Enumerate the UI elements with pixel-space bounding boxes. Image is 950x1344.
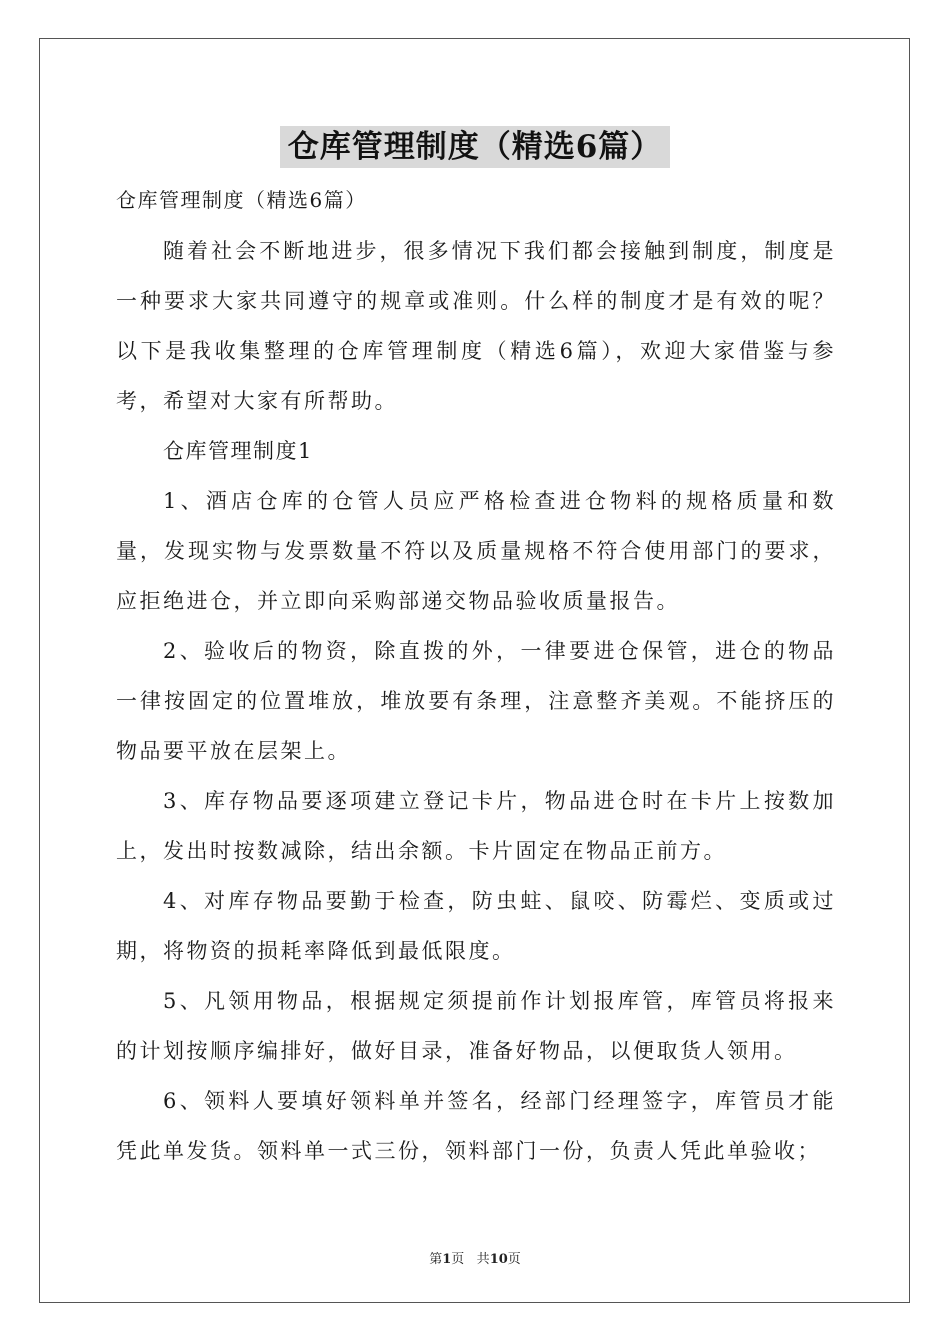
section-heading: 仓库管理制度1 — [163, 439, 313, 463]
total-pages-number: 10 — [489, 1252, 508, 1267]
document-title: 仓库管理制度（精选6篇） — [280, 126, 671, 168]
footer-total-label: 页 — [507, 1252, 521, 1267]
document-body — [116, 180, 836, 1176]
list-item: 1、酒店仓库的仓管人员应严格检查进仓物料的规格质量和数量，发现实物与发票数量不符以及质量规格不符合使用部门的要求，应拒绝进仓，并立即向采购部递交物品验收质量报告。 — [116, 489, 836, 613]
page-footer — [0, 1248, 950, 1267]
list-item: 5、凡领用物品，根据规定须提前作计划报库管，库管员将报来的计划按顺序编排好，做好目录，准备好物品，以便取货人领用。 — [116, 989, 836, 1063]
intro-paragraph: 随着社会不断地进步，很多情况下我们都会接触到制度，制度是一种要求大家共同遵守的规章或准则。什么样的制度才是有效的呢？以下是我收集整理的仓库管理制度（精选6篇），欢迎大家借鉴与参考，希望对大家有所帮助。 — [116, 239, 836, 413]
footer-page-label: 页 — [451, 1252, 465, 1267]
list-item: 2、验收后的物资，除直拨的外，一律要进仓保管，进仓的物品一律按固定的位置堆放，堆放要有条理，注意整齐美观。不能挤压的物品要平放在层架上。 — [116, 639, 836, 763]
list-item: 6、领料人要填好领料单并签名，经部门经理签字，库管员才能凭此单发货。领料单一式三份，领料部门一份，负责人凭此单验收； — [116, 1089, 836, 1163]
current-page-number: 1 — [442, 1252, 452, 1267]
list-item: 4、对库存物品要勤于检查，防虫蛀、鼠咬、防霉烂、变质或过期，将物资的损耗率降低到最低限度。 — [116, 889, 836, 963]
title-area — [0, 126, 950, 168]
document-subtitle: 仓库管理制度（精选6篇） — [116, 188, 367, 212]
footer-total-prefix: 共 — [476, 1252, 490, 1267]
list-item: 3、库存物品要逐项建立登记卡片，物品进仓时在卡片上按数加上，发出时按数减除，结出余额。卡片固定在物品正前方。 — [116, 789, 836, 863]
footer-prefix: 第 — [429, 1252, 443, 1267]
